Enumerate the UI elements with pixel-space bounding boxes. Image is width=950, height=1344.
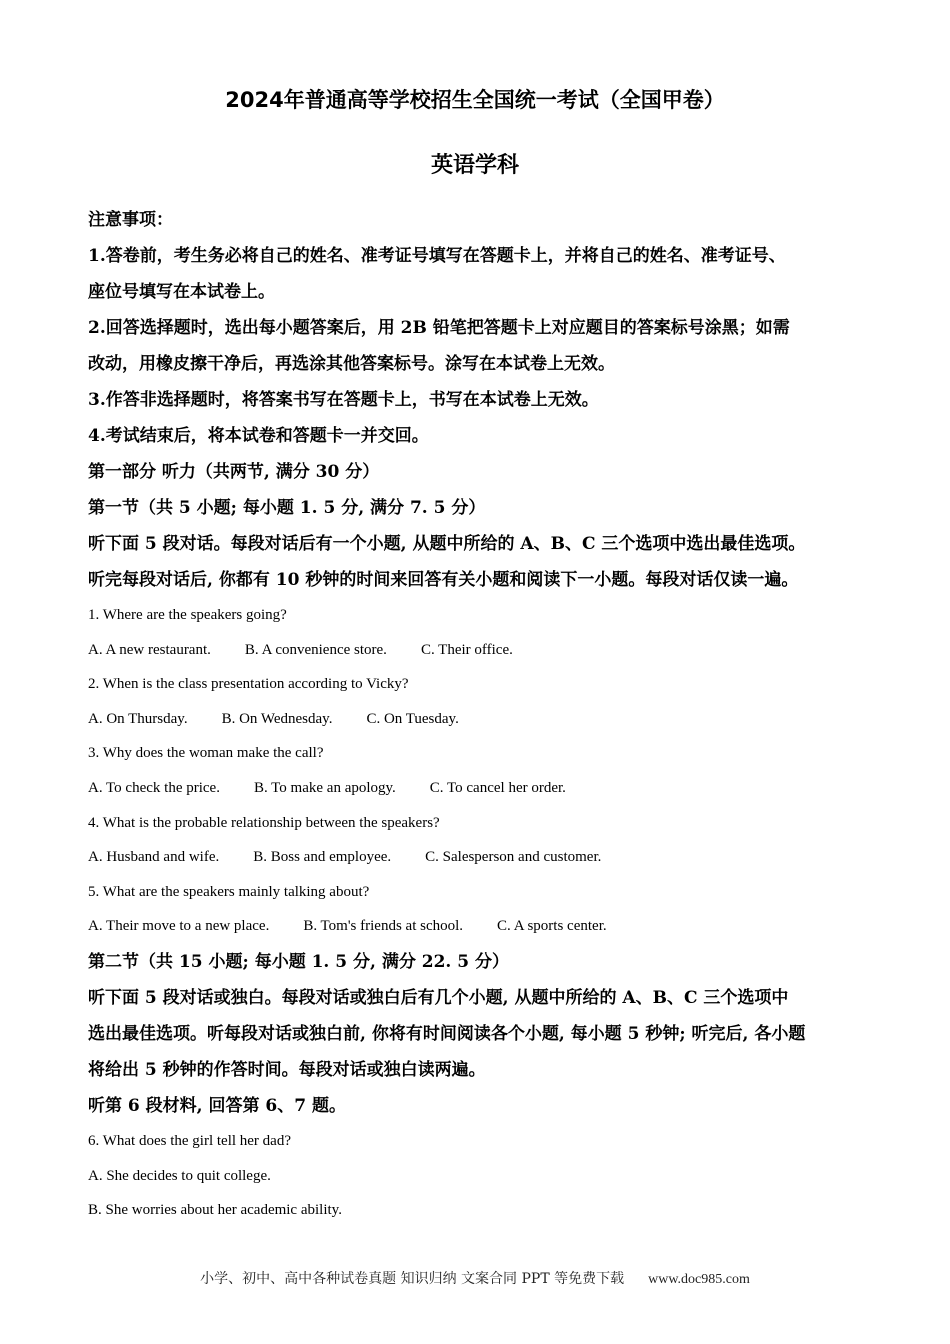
option-a: A. She decides to quit college. (88, 1167, 271, 1184)
section1-heading: 第一节（共 5 小题; 每小题 1. 5 分, 满分 7. 5 分） (88, 498, 486, 518)
question-options (88, 771, 878, 806)
option-a: A. Husband and wife. (88, 849, 220, 866)
question-stem: 1. Where are the speakers going? (88, 607, 287, 623)
section1-instruction: 听完每段对话后, 你都有 10 秒钟的时间来回答有关小题和阅读下一小题。每段对话仅读一遍。 (88, 570, 799, 590)
page-footer (0, 1268, 950, 1288)
section2-instruction: 听下面 5 段对话或独白。每段对话或独白后有几个小题, 从题中所给的 A、B、C 三个选项中 (88, 987, 789, 1008)
question-stem: 5. What are the speakers mainly talking about? (88, 883, 370, 900)
notice-line: 3.作答非选择题时，将答案书写在答题卡上，书写在本试卷上无效。 (88, 390, 599, 410)
question-stem: 4. What is the probable relationship between the speakers? (88, 814, 440, 831)
question-stem: 2. When is the class presentation according to Vicky? (88, 676, 409, 693)
exam-subject: 英语学科 (430, 153, 519, 178)
option-a: A. To check the price. (88, 779, 220, 796)
question-options (88, 633, 878, 668)
option-a: A. A new restaurant. (88, 641, 211, 658)
exam-content (88, 202, 878, 1228)
section2-instruction: 将给出 5 秒钟的作答时间。每段对话或独白读两遍。 (88, 1059, 486, 1080)
option-b: B. On Wednesday. (221, 710, 333, 727)
option-b: B. Boss and employee. (253, 849, 392, 866)
option-b: B. She worries about her academic ability. (88, 1202, 342, 1219)
question-stem: 6. What does the girl tell her dad? (88, 1132, 291, 1149)
footer-text: 小学、初中、高中各种试卷真题 知识归纳 文案合同 PPT 等免费下载 (200, 1271, 625, 1287)
option-b: B. A convenience store. (244, 641, 387, 658)
question-stem: 3. Why does the woman make the call? (88, 745, 324, 762)
option-c: C. A sports center. (497, 918, 607, 935)
option-a: A. On Thursday. (88, 710, 188, 727)
question-options (88, 702, 878, 737)
option-c: C. Their office. (420, 641, 513, 658)
question-options (88, 909, 878, 944)
notice-heading: 注意事项： (88, 210, 173, 230)
notice-line: 2.回答选择题时，选出每小题答案后，用 2B 铅笔把答题卡上对应题目的答案标号涂黑；如需 (88, 318, 790, 338)
footer-site-link[interactable]: www.doc985.com (648, 1272, 750, 1287)
section2-heading: 第二节（共 15 小题; 每小题 1. 5 分, 满分 22. 5 分） (88, 951, 510, 972)
notice-line: 改动，用橡皮擦干净后，再选涂其他答案标号。涂写在本试卷上无效。 (88, 354, 615, 374)
option-c: C. On Tuesday. (366, 710, 459, 727)
option-c: C. Salesperson and customer. (425, 849, 602, 866)
option-a: A. Their move to a new place. (88, 918, 270, 935)
notice-line: 座位号填写在本试卷上。 (88, 282, 275, 302)
question-options (88, 840, 878, 875)
option-b: B. Tom's friends at school. (303, 918, 464, 935)
section2-instruction: 选出最佳选项。听每段对话或独白前, 你将有时间阅读各个小题, 每小题 5 秒钟; 听完后, 各小题 (88, 1023, 806, 1044)
section1-instruction: 听下面 5 段对话。每段对话后有一个小题, 从题中所给的 A、B、C 三个选项中选出最佳选项。 (88, 534, 806, 554)
exam-title: 2024年普通高等学校招生全国统一考试（全国甲卷） (225, 88, 725, 112)
option-c: C. To cancel her order. (429, 779, 566, 796)
material-heading: 听第 6 段材料, 回答第 6、7 题。 (88, 1095, 346, 1116)
notice-line: 1.答卷前，考生务必将自己的姓名、准考证号填写在答题卡上，并将自己的姓名、准考证号、 (88, 246, 786, 266)
notice-line: 4.考试结束后，将本试卷和答题卡一并交回。 (88, 426, 429, 446)
option-b: B. To make an apology. (253, 779, 396, 796)
part1-heading: 第一部分 听力（共两节, 满分 30 分） (88, 462, 380, 482)
